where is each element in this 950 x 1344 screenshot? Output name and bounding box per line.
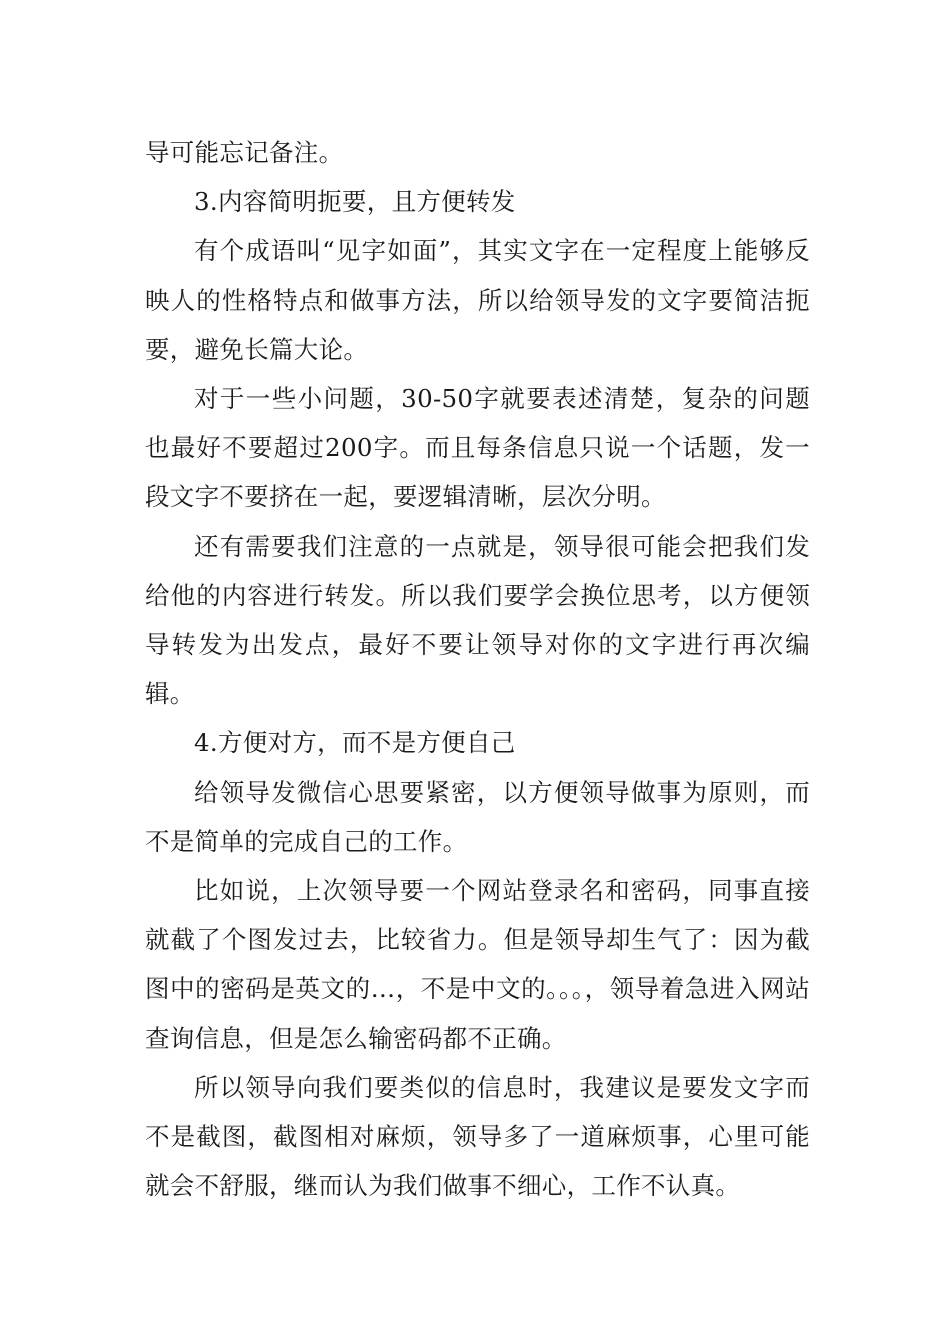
paragraph: 对于一些小问题，30-50字就要表述清楚，复杂的问题也最好不要超过200字。而且每条信息只说一个话题，发一段文字不要挤在一起，要逻辑清晰，层次分明。: [145, 384, 810, 512]
paragraph: 有个成语叫“见字如面”，其实文字在一定程度上能够反映人的性格特点和做事方法，所以给领导发的文字要简洁扼要，避免长篇大论。: [145, 236, 810, 364]
paragraph: 所以领导向我们要类似的信息时，我建议是要发文字而不是截图，截图相对麻烦，领导多了一道麻烦事，心里可能就会不舒服，继而认为我们做事不细心，工作不认真。: [145, 1072, 810, 1201]
paragraph: 比如说，上次领导要一个网站登录名和密码，同事直接就截了个图发过去，比较省力。但是领导却生气了：因为截图中的密码是英文的…，不是中文的。。。，领导着急进入网站查询信息，但是怎么输密码都不正确。: [145, 876, 810, 1053]
section-heading-3: 3.内容简明扼要，且方便转发: [194, 187, 516, 217]
paragraph-continuation: 导可能忘记备注。: [145, 138, 344, 167]
paragraph: 还有需要我们注意的一点就是，领导很可能会把我们发给他的内容进行转发。所以我们要学会换位思考，以方便领导转发为出发点，最好不要让领导对你的文字进行再次编辑。: [145, 531, 810, 709]
section-heading-4: 4.方便对方，而不是方便自己: [194, 728, 516, 758]
document-body: [145, 128, 810, 1210]
paragraph: 给领导发微信心思要紧密，以方便领导做事为原则，而不是简单的完成自己的工作。: [145, 777, 810, 856]
